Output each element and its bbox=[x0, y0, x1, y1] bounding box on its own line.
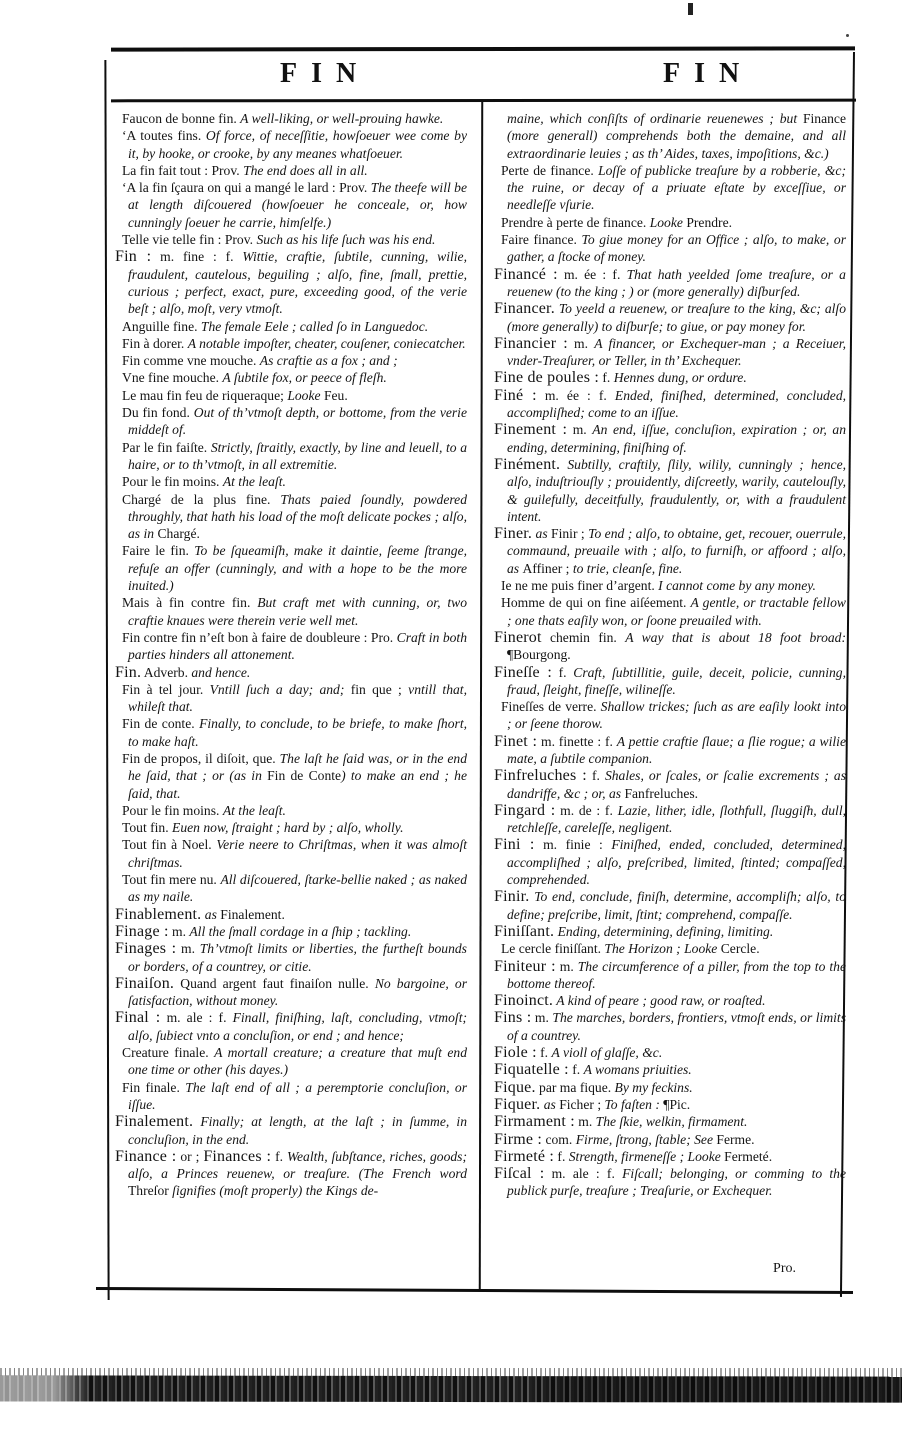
definition-text: To faſten : bbox=[601, 1096, 664, 1112]
dictionary-entry bbox=[494, 110, 846, 162]
headword: Financier : bbox=[494, 334, 568, 352]
dictionary-entry bbox=[494, 300, 846, 335]
phrase-text: Du fin fond. bbox=[122, 405, 194, 421]
headword: Fin : bbox=[115, 248, 152, 266]
headword: Fiquer. bbox=[494, 1095, 541, 1113]
dictionary-entry bbox=[494, 1096, 846, 1113]
dictionary-entry bbox=[115, 1009, 467, 1044]
headword: Finaiſon. bbox=[115, 974, 175, 992]
phrase-text: Creature finale. bbox=[122, 1045, 215, 1061]
dictionary-entry bbox=[494, 456, 846, 525]
dictionary-entry bbox=[115, 1148, 467, 1200]
dictionary-entry bbox=[494, 802, 846, 837]
dictionary-entry bbox=[494, 958, 846, 993]
definition-text: A way that is about 18 foot broad: bbox=[625, 629, 846, 645]
dictionary-entry bbox=[494, 1113, 846, 1130]
phrase-text: Cercle. bbox=[720, 941, 760, 957]
definition-text: The ſkie, welkin, firmament. bbox=[595, 1114, 748, 1130]
phrase-text: ¶Bourgong. bbox=[507, 647, 571, 663]
dictionary-entry bbox=[494, 664, 846, 699]
phrase-text: Homme de qui on fine aiſéement. bbox=[501, 595, 691, 611]
definition-text: A gentle, or tractable fellow ; one thats eaſily won, or ſoone preuailed with. bbox=[507, 595, 846, 628]
definition-text: Ended, finiſhed, determined, concluded, accompliſhed; come to an iſſue. bbox=[507, 387, 847, 421]
phrase-text: Faire le fin. bbox=[122, 543, 195, 559]
phrase-text: m. finette : f. bbox=[537, 733, 617, 749]
dictionary-entry bbox=[494, 577, 846, 594]
phrase-text: Fanfreluches. bbox=[624, 785, 699, 801]
phrase-text: com. bbox=[542, 1131, 576, 1147]
dictionary-entry bbox=[115, 1113, 467, 1148]
dictionary-entry bbox=[494, 231, 846, 266]
phrase-text: Finalement. bbox=[220, 906, 285, 922]
page-rule-bottom bbox=[96, 1287, 853, 1294]
phrase-text: Fin finale. bbox=[122, 1079, 186, 1095]
phrase-text: f. bbox=[271, 1148, 287, 1164]
definition-text: At the leaſt. bbox=[222, 802, 286, 818]
dictionary-entry bbox=[115, 715, 467, 750]
phrase-text: La fin fait tout : Prov. bbox=[122, 162, 244, 178]
definition-text: and hence. bbox=[191, 664, 251, 680]
phrase-text: m. bbox=[531, 1010, 553, 1026]
dictionary-entry bbox=[115, 975, 467, 1010]
phrase-text: f. bbox=[568, 1062, 584, 1078]
dictionary-entry bbox=[494, 335, 846, 370]
phrase-text: ‘A toutes fins. bbox=[122, 128, 206, 144]
definition-text: The marches, borders, frontiers, vtmoſt ends, or limits of a countrey. bbox=[507, 1010, 846, 1043]
dictionary-entry bbox=[115, 473, 467, 490]
dictionary-entry bbox=[494, 733, 846, 768]
headword: Fiole : bbox=[494, 1044, 537, 1062]
definition-text: The circumference of a piller, from the top to the bottome thereof. bbox=[507, 958, 847, 991]
headword: Fiquatelle : bbox=[494, 1061, 569, 1079]
dictionary-entry bbox=[494, 888, 846, 923]
definition-text: The theefe will be at length diſcouered (howſoeuer he conceale, or, how cunningly ſoeuer he carrie, himſelfe.) bbox=[128, 180, 468, 230]
dictionary-entry bbox=[494, 369, 846, 386]
dictionary-entry bbox=[494, 836, 846, 888]
phrase-text: Le mau fin feu de riqueraque; bbox=[122, 387, 288, 403]
dictionary-entry bbox=[494, 1131, 846, 1148]
definition-text: ) to make an end ; he ſaid, that. bbox=[128, 768, 467, 801]
phrase-text: Vne fine mouche. bbox=[122, 370, 223, 386]
definition-text: Vntill ſuch a day; and; bbox=[209, 681, 351, 697]
scan-noise-band bbox=[0, 1375, 902, 1402]
dictionary-entry bbox=[115, 542, 467, 594]
dictionary-entry bbox=[494, 162, 846, 214]
dictionary-entry bbox=[494, 421, 846, 456]
phrase-text: Fin à tel jour. bbox=[122, 681, 210, 697]
phrase-text: m. de : f. bbox=[555, 802, 618, 818]
dictionary-entry bbox=[115, 629, 467, 664]
dictionary-entry bbox=[494, 923, 846, 940]
phrase-text: m. ale : f. bbox=[544, 1166, 623, 1182]
page-border-left bbox=[104, 60, 109, 1300]
phrase-text: Fermeté. bbox=[724, 1148, 773, 1164]
dictionary-entry bbox=[115, 906, 467, 923]
dictionary-entry bbox=[115, 318, 467, 335]
headword: Fingard : bbox=[494, 801, 556, 819]
headword: Finet : bbox=[494, 732, 538, 750]
definition-text: as bbox=[532, 526, 552, 542]
dictionary-entry bbox=[115, 664, 467, 681]
dictionary-entry bbox=[494, 594, 846, 629]
phrase-text: m. bbox=[176, 941, 200, 957]
definition-text: A violl of glaſſe, &c. bbox=[551, 1045, 663, 1061]
phrase-text: Faire finance. bbox=[501, 232, 582, 248]
phrase-text: f. bbox=[554, 1148, 569, 1164]
dictionary-entry bbox=[494, 1044, 846, 1061]
definition-text: Loſſe of publicke treaſure by a robberie, &c; the ruine, or decay of a priuate eſtate by exceſſiue, or needleſſe vſurie. bbox=[507, 162, 846, 213]
definition-text: I cannot come by any money. bbox=[658, 578, 816, 594]
definition-text: maine, which conſiſts of ordinarie reuenewes ; but bbox=[507, 111, 803, 126]
dictionary-entry bbox=[115, 819, 467, 836]
dictionary-entry bbox=[494, 1165, 846, 1200]
running-head-left: FIN bbox=[280, 58, 371, 89]
definition-text: A mortall creature; a creature that muſt end one time or other (his dayes.) bbox=[128, 1045, 467, 1078]
phrase-text: Fin contre fin n’eſt bon à faire de doubleure : Pro. bbox=[122, 629, 397, 645]
phrase-text: Pour le fin moins. bbox=[122, 802, 223, 818]
definition-text: to trie, cleanſe, fine. bbox=[569, 560, 683, 576]
definition-text: ſignifies (moſt properly) the Kings de- bbox=[168, 1183, 379, 1199]
definition-text: Craft, ſubtillitie, guile, deceit, policie, cunning, fraud, ſleight, fineſſe, wilineſſe. bbox=[507, 664, 846, 697]
definition-text: as bbox=[201, 906, 221, 922]
definition-text: All diſcouered, ſtarke-bellie naked ; as naked as my naile. bbox=[128, 872, 467, 905]
definition-text: Strength, firmeneſſe ; Looke bbox=[568, 1148, 725, 1164]
phrase-text: Ficher ; bbox=[559, 1096, 602, 1112]
dictionary-entry bbox=[494, 629, 846, 664]
dictionary-entry bbox=[494, 1009, 846, 1044]
definition-text: A pettie craftie ſlaue; a ſlie rogue; a wilie mate, a ſubtile companion. bbox=[507, 733, 846, 766]
phrase-text: Prendre. bbox=[686, 214, 733, 230]
phrase-text: Finance bbox=[802, 111, 846, 126]
headword: Fineſſe : bbox=[494, 663, 552, 681]
headword: Finfreluches : bbox=[494, 767, 587, 785]
dictionary-entry bbox=[494, 1148, 846, 1165]
definition-text: Wealth, ſubſtance, riches, goods; alſo, a Princes reuenew, or treaſure. (The French word bbox=[128, 1148, 467, 1182]
dictionary-entry bbox=[494, 266, 846, 301]
phrase-text: Chargé de la plus fine. bbox=[122, 491, 281, 507]
headword: Finiteur : bbox=[494, 957, 556, 975]
dictionary-entry bbox=[115, 248, 467, 317]
definition-text: Wittie, craftie, ſubtile, cunning, wilie, fraudulent, cautelous, beguiling ; alſo, fine, ſmall, prettie, curious ; perfect, exact, pure, exceeding good, of the verie beſt ; alſo, moſt, very vtmoſt. bbox=[128, 249, 467, 317]
definition-text: A ſubtile fox, or peece of fleſh. bbox=[222, 370, 387, 386]
dictionary-entry bbox=[115, 369, 467, 386]
definition-text: A financer, or Exchequer-man ; a Receiuer, vnder-Treaſurer, or Teller, in th’ Exchequer. bbox=[507, 335, 846, 369]
dictionary-entry bbox=[494, 525, 846, 577]
definition-text: Shales, or ſcales, or ſcalie excrements ; as dandriffe, &c ; or, as bbox=[507, 768, 846, 801]
phrase-text: Anguille fine. bbox=[122, 318, 201, 334]
headword: Firmeté : bbox=[494, 1147, 555, 1165]
dictionary-entry bbox=[494, 387, 846, 422]
phrase-text: fin que ; bbox=[350, 681, 409, 697]
dictionary-entry bbox=[115, 940, 467, 975]
definition-text: Strictly, ſtraitly, exactly, by line and leuell, to a haire, or to th’vtmoſt, in all extremitie. bbox=[128, 439, 467, 472]
definition-text: Such as his life ſuch was his end. bbox=[256, 232, 436, 248]
phrase-text: f. bbox=[536, 1045, 552, 1061]
definition-text: But craft met with cunning, or, two craftie knaues were therein verie well met. bbox=[128, 595, 467, 628]
headword: Finoinct. bbox=[494, 992, 554, 1010]
dictionary-entry bbox=[115, 179, 467, 231]
dictionary-entry bbox=[115, 162, 467, 179]
phrase-text: ¶Pic. bbox=[663, 1096, 691, 1112]
phrase-text: Tout fin à Noel. bbox=[122, 837, 217, 853]
dictionary-entry bbox=[115, 404, 467, 439]
definition-text: The Horizon ; Looke bbox=[604, 941, 721, 957]
phrase-text: chemin fin. bbox=[541, 629, 626, 645]
catchword-text: Pro. bbox=[773, 1261, 796, 1276]
definition-text: Fiſcall; belonging, or comming to the publick purſe, treaſure ; Treaſurie, or Exchequer. bbox=[507, 1166, 846, 1199]
definition-text: Firme, ſtrong, ſtable; See bbox=[575, 1131, 717, 1147]
definition-text: Thats paied ſoundly, powdered throughly, that hath his load of the moſt delicate pockes ; alſo, as in bbox=[128, 491, 467, 542]
headword: Final : bbox=[115, 1009, 161, 1027]
phrase-text: Affiner ; bbox=[522, 560, 570, 576]
phrase-text: f. bbox=[586, 768, 605, 784]
definition-text: Craft in both parties hinders all attonement. bbox=[128, 629, 467, 663]
headword: Financer. bbox=[494, 300, 555, 318]
dictionary-entry bbox=[115, 352, 467, 369]
phrase-text: par ma fique. bbox=[535, 1079, 615, 1095]
phrase-text: m. fine : f. bbox=[151, 249, 243, 265]
dictionary-entry bbox=[115, 681, 467, 716]
dictionary-entry bbox=[115, 836, 467, 871]
dictionary-entry bbox=[494, 767, 846, 802]
phrase-text: Quand argent faut finaiſon nulle. bbox=[174, 975, 375, 991]
definition-text: Looke bbox=[649, 214, 687, 230]
dictionary-entry bbox=[494, 992, 846, 1009]
phrase-text: m. bbox=[555, 958, 578, 974]
column-divider bbox=[479, 101, 483, 1291]
phrase-text: Par le fin faiſte. bbox=[122, 439, 211, 455]
definition-text: To yeeld a reuenew, or treaſure to the king, &c; alſo (more generally) to diſburſe; to giue, or pay money for. bbox=[507, 301, 846, 334]
page-rule-top bbox=[111, 46, 855, 51]
definition-text: Out of th’vtmoſt depth, or bottome, from the verie middeſt of. bbox=[128, 405, 467, 438]
phrase-text: m. bbox=[567, 335, 595, 351]
phrase-text: Faucon de bonne fin. bbox=[122, 111, 241, 126]
scan-artifact bbox=[688, 3, 693, 15]
dictionary-entry bbox=[115, 491, 467, 543]
column-left bbox=[115, 110, 467, 1200]
definition-text: A notable impoſter, cheater, couſener, coniecatcher. bbox=[187, 335, 466, 351]
definition-text: Shallow trickes; ſuch as are eaſily lookt into ; or ſeene thorow. bbox=[507, 699, 846, 732]
phrase-text: Le cercle finiſſant. bbox=[501, 941, 605, 957]
definition-text: To end ; alſo, to obtaine, get, recouer, ouerrule, commaund, preuaile with ; alſo, to furniſh, or affoord ; alſo, as bbox=[507, 526, 846, 576]
definition-text: vntill that, whileſt that. bbox=[128, 681, 467, 715]
phrase-text: Fin de Conte bbox=[267, 768, 342, 784]
headword: Finir. bbox=[494, 888, 530, 906]
definition-text: An end, iſſue, concluſion, expiration ; or, an ending, determining, finiſhing of. bbox=[507, 422, 846, 455]
definition-text: Finally, to conclude, to be briefe, to make ſhort, to make haſt. bbox=[128, 716, 467, 749]
definition-text: Of force, of neceſſitie, howſoeuer wee come by it, by hooke, or crooke, by any meanes whatſoeuer. bbox=[128, 128, 467, 161]
phrase-text: Pour le fin moins. bbox=[122, 474, 223, 490]
headword: Finages : bbox=[115, 940, 177, 958]
column-right bbox=[494, 110, 846, 1200]
headword: Finément. bbox=[494, 455, 561, 473]
dictionary-entry bbox=[115, 110, 467, 127]
phrase-text: Feu. bbox=[323, 387, 348, 403]
headword: Finances : bbox=[203, 1147, 272, 1165]
definition-text: The end does all in all. bbox=[243, 162, 368, 178]
dictionary-entry bbox=[494, 1079, 846, 1096]
headword: Firme : bbox=[494, 1130, 543, 1148]
definition-text: All the ſmall cordage in a ſhip ; tackling. bbox=[189, 923, 412, 939]
dictionary-entry bbox=[115, 387, 467, 404]
dictionary-entry bbox=[494, 214, 846, 231]
headword: Financé : bbox=[494, 265, 558, 283]
phrase-text: f. bbox=[598, 370, 614, 386]
phrase-text: m. bbox=[168, 923, 190, 939]
definition-text: Lazie, lither, idle, ſlothfull, ſluggiſh, dull, retchleſſe, careleſſe, negligent. bbox=[507, 802, 846, 836]
definition-text: Euen now, ſtraight ; hard by ; alſo, wholly. bbox=[172, 820, 404, 836]
definition-text: At the leaſt. bbox=[222, 474, 286, 490]
dictionary-entry bbox=[494, 940, 846, 957]
definition-text: Hennes dung, or ordure. bbox=[613, 370, 747, 386]
definition-text: To be ſqueamiſh, make it daintie, ſeeme ſtrange, refuſe an offer (cunningly, and with a hope to be the more inuited.) bbox=[128, 543, 467, 594]
definition-text: As craftie as a fox ; and ; bbox=[259, 353, 398, 369]
phrase-text: f. bbox=[551, 664, 574, 680]
headword: Finement : bbox=[494, 421, 568, 439]
phrase-text: Fin comme vne mouche. bbox=[122, 353, 260, 369]
phrase-text: Ferme. bbox=[716, 1131, 755, 1147]
phrase-text: m. bbox=[574, 1114, 596, 1130]
phrase-text: m. bbox=[567, 422, 593, 438]
definition-text: That hath yeelded ſome treaſure, or a reuenew (to the king ; ) or (more generally) diſburſed. bbox=[507, 266, 846, 299]
definition-text: A well-liking, or well-prouing hawke. bbox=[240, 111, 444, 126]
phrase-text: m. ée : f. bbox=[557, 266, 627, 282]
phrase-text: m. ée : f. bbox=[536, 387, 615, 403]
dictionary-entry bbox=[115, 127, 467, 162]
definition-text: Finiſhed, ended, concluded, determined, accompliſhed ; alſo, preſcribed, limited, ſtinted; compaſſed, comprehended. bbox=[507, 837, 846, 888]
phrase-text: Fin de propos, il diſoit, que. bbox=[122, 750, 280, 766]
headword: Finiſſant. bbox=[494, 922, 555, 940]
phrase-text: Tout fin. bbox=[122, 820, 173, 836]
definition-text: The laſt he ſaid was, or in the end he ſaid, that ; or (as in bbox=[128, 750, 467, 784]
headword: Fini : bbox=[494, 836, 535, 854]
definition-text: To giue money for an Office ; alſo, to make, or gather, a ſtocke of money. bbox=[507, 232, 846, 265]
catchword bbox=[494, 1261, 846, 1277]
definition-text: Subtilly, craftily, ſlily, wilily, cunningly ; hence, alſo, induſtriouſly ; prouidently, diſcreetly, warily, cautelouſly, & guilefully, deceitfully, fraudulently, or, with a fraudulent intent. bbox=[507, 456, 846, 524]
phrase-text: Chargé. bbox=[157, 526, 200, 542]
definition-text: The female Eele ; called ſo in Languedoc. bbox=[200, 318, 429, 334]
dictionary-entry bbox=[115, 923, 467, 940]
phrase-text: Finir ; bbox=[551, 526, 585, 542]
definition-text: Th’vtmoſt limits or liberties, the furtheſt bounds or borders, of a countrey, or citie. bbox=[128, 941, 467, 974]
definition-text: Finall, finiſhing, laſt, concluding, vtmoſt; alſo, ſubiect vnto a concluſion, or end ; and hence; bbox=[128, 1010, 467, 1043]
phrase-text: m. ale : f. bbox=[160, 1010, 233, 1026]
definition-text: A womans priuities. bbox=[583, 1062, 692, 1078]
phrase-text: Ie ne me puis finer d’argent. bbox=[501, 578, 659, 594]
running-head-right: FIN bbox=[663, 58, 754, 89]
headword: Fique. bbox=[494, 1078, 536, 1096]
phrase-text: Adverb. bbox=[141, 664, 192, 680]
dictionary-entry bbox=[115, 439, 467, 474]
dictionary-entry bbox=[115, 335, 467, 352]
dictionary-entry bbox=[115, 1044, 467, 1079]
phrase-text: Threſor bbox=[128, 1183, 169, 1199]
definition-text: By my feckins. bbox=[614, 1079, 693, 1095]
phrase-text: Prendre à perte de finance. bbox=[501, 214, 650, 230]
headword: Finer. bbox=[494, 525, 533, 543]
headword: Finance : bbox=[115, 1147, 177, 1165]
definition-text: as bbox=[540, 1096, 560, 1112]
phrase-text: m. finie : bbox=[534, 837, 612, 853]
header-rule bbox=[111, 99, 856, 103]
definition-text: To end, conclude, finiſh, determine, accompliſh; alſo, to define; preſcribe, limit, ſtint; comprehend, compaſſe. bbox=[507, 889, 846, 922]
phrase-text: Fin de conte. bbox=[122, 716, 200, 732]
definition-text: The laſt end of all ; a peremptorie concluſion, or iſſue. bbox=[128, 1079, 467, 1112]
phrase-text: ‘A la fin ſçaura on qui a mangé le lard : Prov. bbox=[122, 180, 371, 196]
definition-text: Looke bbox=[287, 387, 324, 403]
definition-text: Finally; at length, at the laſt ; in ſumme, in concluſion, in the end. bbox=[128, 1114, 467, 1147]
phrase-text: Fineſſes de verre. bbox=[501, 699, 601, 715]
phrase-text: Telle vie telle fin : Prov. bbox=[122, 232, 257, 248]
dictionary-entry bbox=[494, 1061, 846, 1078]
headword: Fiſcal : bbox=[494, 1165, 545, 1183]
headword: Finablement. bbox=[115, 905, 202, 923]
phrase-text: Tout fin mere nu. bbox=[122, 872, 221, 888]
headword: Finerot bbox=[494, 628, 542, 646]
definition-text: A kind of peare ; good raw, or roaſted. bbox=[553, 993, 766, 1009]
headword: Finé : bbox=[494, 386, 537, 404]
headword: Fins : bbox=[494, 1009, 532, 1027]
scan-artifact bbox=[846, 34, 849, 37]
dictionary-entry bbox=[115, 871, 467, 906]
phrase-text: or ; bbox=[176, 1148, 204, 1164]
dictionary-entry bbox=[115, 750, 467, 802]
headword: Fine de poules : bbox=[494, 369, 599, 387]
definition-text: Ending, determining, defining, limiting. bbox=[554, 923, 774, 939]
definition-text: (more generall) comprehends both the demaine, and all extraordinarie leuies ; as th’ Aides, taxes, impoſitions, &c.) bbox=[507, 128, 846, 161]
dictionary-entry bbox=[115, 594, 467, 629]
dictionary-entry bbox=[115, 1079, 467, 1114]
phrase-text: Perte de finance. bbox=[501, 162, 599, 178]
phrase-text: Mais à fin contre fin. bbox=[122, 595, 258, 611]
dictionary-entry bbox=[494, 698, 846, 733]
phrase-text: Fin à dorer. bbox=[122, 335, 188, 351]
dictionary-entry bbox=[115, 231, 467, 248]
headword: Fin. bbox=[115, 663, 142, 681]
dictionary-entry bbox=[115, 802, 467, 819]
headword: Finage : bbox=[115, 922, 169, 940]
definition-text: Verie neere to Chriſtmas, when it was almoſt chriſtmas. bbox=[128, 837, 468, 870]
headword: Firmament : bbox=[494, 1113, 575, 1131]
headword: Finalement. bbox=[115, 1113, 194, 1131]
definition-text: No bargoine, or ſatisfaction, without money. bbox=[128, 975, 467, 1009]
